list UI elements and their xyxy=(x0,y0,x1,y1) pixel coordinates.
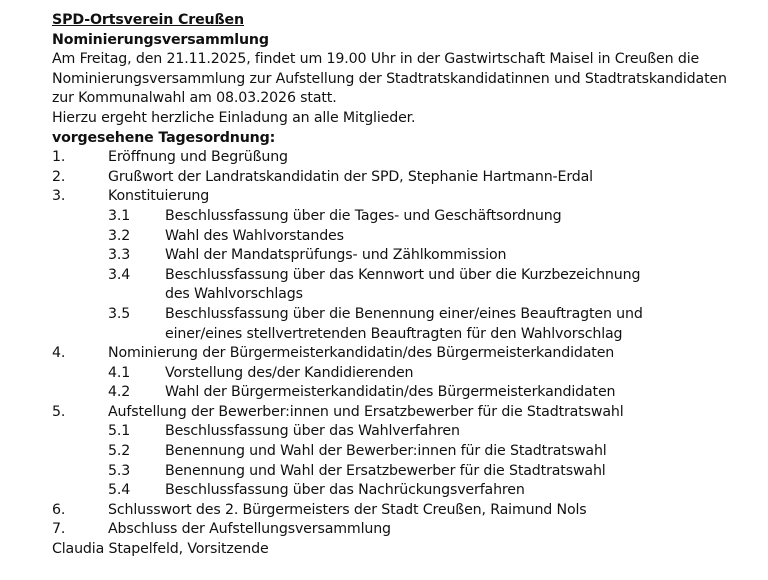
agenda-subitem-text: Beschlussfassung über das Wahlverfahren xyxy=(165,423,460,440)
document-subject: Nominierungsversammlung xyxy=(52,31,269,48)
agenda-subitem-continuation: des Wahlvorschlags xyxy=(165,286,303,303)
agenda-subitem-text: Wahl der Bürgermeisterkandidatin/des Bürgermeisterkandidaten xyxy=(165,384,616,401)
agenda-item xyxy=(52,148,762,168)
agenda-subitem-number: 5.2 xyxy=(108,443,131,460)
agenda-subitem-number: 5.4 xyxy=(108,482,131,499)
agenda-item-number: 7. xyxy=(52,521,66,538)
agenda-subitem-text: Beschlussfassung über das Kennwort und über die Kurzbezeichnung xyxy=(165,266,641,283)
agenda-subitem xyxy=(52,442,762,462)
agenda-subitem-number: 4.1 xyxy=(108,364,131,381)
agenda-subitem xyxy=(52,481,762,501)
agenda-subitem-number: 3.5 xyxy=(108,305,131,322)
intro-line: Am Freitag, den 21.11.2025, findet um 19.00 Uhr in der Gastwirtschaft Maisel in Creußen die xyxy=(52,51,700,68)
agenda-item-text: Abschluss der Aufstellungsversammlung xyxy=(108,521,391,538)
agenda-subitem-text: Benennung und Wahl der Ersatzbewerber für die Stadtratswahl xyxy=(165,462,606,479)
agenda-list xyxy=(52,148,762,540)
agenda-subitem xyxy=(52,227,762,247)
agenda-item xyxy=(52,520,762,540)
agenda-item-text: Grußwort der Landratskandidatin der SPD, Stephanie Hartmann-Erdal xyxy=(108,168,593,185)
agenda-subitem-text: Wahl des Wahlvorstandes xyxy=(165,227,344,244)
agenda-item xyxy=(52,187,762,207)
agenda-subitem-text: Beschlussfassung über das Nachrückungsverfahren xyxy=(165,482,525,499)
agenda-item-text: Nominierung der Bürgermeisterkandidatin/des Bürgermeisterkandidaten xyxy=(108,345,615,362)
agenda-item-number: 5. xyxy=(52,403,66,420)
agenda-subitem-text: Vorstellung des/der Kandidierenden xyxy=(165,364,414,381)
agenda-item-number: 1. xyxy=(52,149,66,166)
agenda-subitem xyxy=(52,207,762,227)
agenda-subitem-number: 3.1 xyxy=(108,207,131,224)
signature: Claudia Stapelfeld, Vorsitzende xyxy=(52,541,269,558)
agenda-item-number: 2. xyxy=(52,168,66,185)
agenda-item xyxy=(52,344,762,364)
intro-paragraph xyxy=(52,50,762,128)
agenda-subitem xyxy=(52,246,762,266)
agenda-subitem-text: Beschlussfassung über die Tages- und Geschäftsordnung xyxy=(165,207,562,224)
agenda-item-number: 6. xyxy=(52,501,66,518)
agenda-subitem xyxy=(52,266,762,286)
agenda-item-text: Eröffnung und Begrüßung xyxy=(108,149,288,166)
agenda-subitem-number: 3.4 xyxy=(108,266,131,283)
agenda-item xyxy=(52,501,762,521)
organization-title: SPD-Ortsverein Creußen xyxy=(52,12,244,28)
agenda-subitem xyxy=(52,422,762,442)
agenda-subitem-text: Wahl der Mandatsprüfungs- und Zählkommission xyxy=(165,247,507,264)
agenda-subitem-number: 3.2 xyxy=(108,227,131,244)
intro-line: Nominierungsversammlung zur Aufstellung der Stadtratskandidatinnen und Stadtratskandidaten xyxy=(52,70,727,87)
agenda-subitem-text: Benennung und Wahl der Bewerber:innen für die Stadtratswahl xyxy=(165,443,607,460)
agenda-item-number: 3. xyxy=(52,188,66,205)
announcement-document xyxy=(52,11,762,560)
agenda-subitem-number: 4.2 xyxy=(108,384,131,401)
agenda-subitem xyxy=(52,383,762,403)
agenda-subitem xyxy=(52,462,762,482)
agenda-item-number: 4. xyxy=(52,345,66,362)
agenda-item-text: Schlusswort des 2. Bürgermeisters der Stadt Creußen, Raimund Nols xyxy=(108,501,587,518)
agenda-item xyxy=(52,168,762,188)
agenda-item xyxy=(52,403,762,423)
invitation-line: Hierzu ergeht herzliche Einladung an alle Mitglieder. xyxy=(52,109,416,126)
agenda-subitem-number: 3.3 xyxy=(108,247,131,264)
agenda-subitem-number: 5.1 xyxy=(108,423,131,440)
agenda-subitem xyxy=(52,305,762,325)
agenda-item-text: Konstituierung xyxy=(108,188,210,205)
agenda-item-text: Aufstellung der Bewerber:innen und Ersatzbewerber für die Stadtratswahl xyxy=(108,403,624,420)
agenda-subitem-number: 5.3 xyxy=(108,462,131,479)
agenda-subitem-continuation: einer/eines stellvertretenden Beauftragten für den Wahlvorschlag xyxy=(165,325,623,342)
agenda-subitem-text: Beschlussfassung über die Benennung einer/eines Beauftragten und xyxy=(165,305,643,322)
agenda-subitem xyxy=(52,364,762,384)
agenda-heading: vorgesehene Tagesordnung: xyxy=(52,129,276,146)
intro-line: zur Kommunalwahl am 08.03.2026 statt. xyxy=(52,90,337,107)
